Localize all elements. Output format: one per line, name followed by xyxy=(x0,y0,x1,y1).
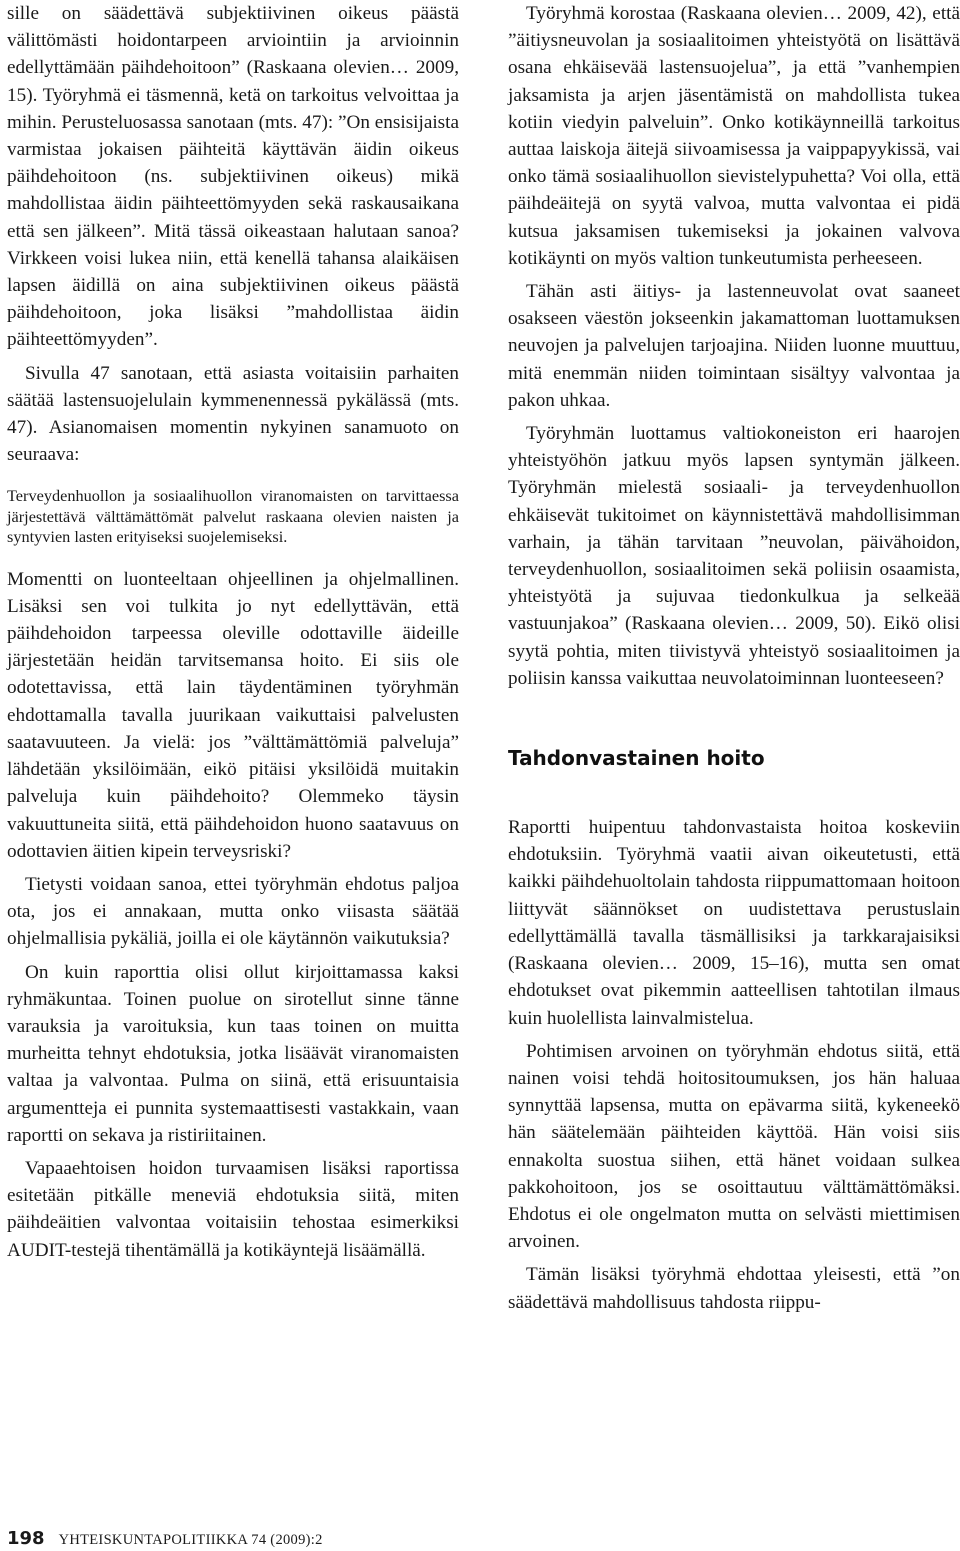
body-paragraph: Tietysti voidaan sanoa, ettei työryhmän ehdotus paljoa ota, jos ei annakaan, mutta onko viisasta säätää ohjelmallisia pykäliä, joilla ei ole käytännön vaikutuksia? xyxy=(7,873,459,950)
body-paragraph: Vapaaehtoisen hoidon turvaamisen lisäksi raportissa esitetään pitkälle meneviä ehdotuksia siitä, miten päihdeäitien valvontaa voitaisiin tehostaa esimerkiksi AUDIT-testejä tihentämällä ja kotikäyntejä lisäämällä. xyxy=(7,1157,459,1261)
body-paragraph: Tämän lisäksi työryhmä ehdottaa yleisesti, että ”on säädettävä mahdollisuus tahdosta riippu- xyxy=(508,1264,960,1313)
body-paragraph: Raportti huipentuu tahdonvastaista hoitoa koskeviin ehdotuksiin. Työryhmä vaatii aivan oikeutetusti, että kaikki päihdehuoltolain tahdosta riippumattomaan hoitoon liittyvät säännökset on uudistettava perustuslain edellyttämällä tavalla täsmällisiksi ja tarkkarajaisiksi (Raskaana olevien… 2009, 15–16), mutta sen omat ehdotukset ovat pikemmin aatteellisen tahtotilan ilmaus kuin huolellista lainvalmistelua. xyxy=(508,817,960,1029)
left-column xyxy=(7,0,459,1264)
body-paragraph: Sivulla 47 sanotaan, että asiasta voitaisiin parhaiten säätää lastensuojelulain kymmenennessä pykälässä (mts. 47). Asianomaisen momentin nykyinen sanamuoto on seuraava: xyxy=(7,362,459,466)
body-paragraph: Tähän asti äitiys- ja lastenneuvolat ovat saaneet osakseen väestön jokseenkin jakamattoman luottamuksen neuvojen ja palvelujen tarjoajina. Niiden luonne muuttuu, mitä enemmän niiden toimintaan sisältyy valvontaa ja pakon uhkaa. xyxy=(508,281,960,411)
block-quote: Terveydenhuollon ja sosiaalihuollon viranomaisten on tarvittaessa järjestettävä välttämättömät palvelut raskaana olevien naisten ja syntyvien lasten erityiseksi suojelemiseksi. xyxy=(7,486,459,547)
body-paragraph: Työryhmän luottamus valtiokoneiston eri haarojen yhteistyöhön jatkuu myös lapsen syntymän jälkeen. Työryhmän mielestä sosiaali- ja terveydenhuollon ehkäisevät tukitoimet on käynnistettävä mahdollisimman varhain, ja tähän tarvitaan ”neuvolan, päivähoidon, terveydenhuollon, sosiaalitoimen sekä poliisin osaamista, yhteistyötä ja sujuvaa tiedonkulkua ja selkeää vastuunjakoa” (Raskaana olevien… 2009, 50). Eikö olisi syytä pohtia, miten tiivistyvä yhteistyö sosiaalitoimen ja poliisin kanssa vaikuttaa neuvolatoiminnan luonteeseen? xyxy=(508,423,960,689)
page-number: 198 xyxy=(7,1528,45,1549)
body-paragraph: Pohtimisen arvoinen on työryhmän ehdotus siitä, että nainen voisi tehdä hoitositoumuksen, jos hän haluaa synnyttää lapsensa, mutta on epävarma siitä, kykeneekö hän säätelemään päihteiden käyttöä. Hän voisi siis ennakolta suostua siihen, että hänet voidaan sulkea pakkohoitoon, jos se osoittautuu välttämättömäksi. Ehdotus ei ole ongelmaton mutta on selvästi miettimisen arvoinen. xyxy=(508,1040,960,1253)
journal-name: YHTEISKUNTAPOLITIIKKA 74 (2009):2 xyxy=(58,1532,323,1548)
body-paragraph: Työryhmä korostaa (Raskaana olevien… 2009, 42), että ”äitiysneuvolan ja sosiaalitoimen yhteistyötä on lisättävä osana ehkäisevää lastensuojelua”, ja että ”vanhempien jaksamista ja arjen jäsentämistä on mahdollista tukea kotiin viedyin palveluin”. Onko kotikäynneillä tarkoitus auttaa laiskoja äitejä siivoamisessa ja vaippapyykissä, vai onko tämä sosiaalihuollon sievistelypuhetta? Voi olla, että päihdeäitejä on syytä valvoa, mutta valvontaa ei pidä kutsua jaksamisen tukemiseksi ja jokainen valvova kotikäynti on myös valtion tunkeutumista perheeseen. xyxy=(508,3,960,269)
body-paragraph: sille on säädettävä subjektiivinen oikeus päästä välittömästi hoidontarpeen arviointiin ja arvioinnin edellyttämään päihdehoitoon” (Raskaana olevien… 2009, 15). Työryhmä ei täsmennä, ketä on tarkoitus velvoittaa ja mihin. Perusteluosassa sanotaan (mts. 47): ”On ensisijaista varmistaa jokaisen päihteitä käyttävän äidin oikeus päihdehoitoon (ns. subjektiivinen oikeus) mikä mahdollistaa äidin päihteettömyyden sekä raskausaikana että sen jälkeen”. Mitä tässä oikeastaan halutaan sanoa? Virkkeen voisi lukea niin, että kenellä tahansa alaikäisen lapsen äidillä on aina subjektiivinen oikeus päästä päihdehoitoon, joka lisäksi ”mahdollistaa äidin päihteettömyyden”. xyxy=(7,3,459,351)
body-paragraph: On kuin raporttia olisi ollut kirjoittamassa kaksi ryhmäkuntaa. Toinen puolue on sirotellut sinne tänne varauksia ja varoituksia, kun taas toinen on muitta murheitta tehnyt ehdotuksia, jotka lisäävät viranomaisten valtaa ja valvontaa. Pulma on siinä, että erisuuntaisia argumentteja ei punnita systemaattisesti vastakkain, vaan raportti on sekava ja ristiriitainen. xyxy=(7,961,459,1146)
right-column xyxy=(508,0,960,1316)
section-heading: Tahdonvastainen hoito xyxy=(508,746,765,771)
page-footer xyxy=(7,1528,323,1550)
body-paragraph: Momentti on luonteeltaan ohjeellinen ja ohjelmallinen. Lisäksi sen voi tulkita jo nyt edellyttävän, että päihdehoidon tarpeessa oleville odottaville äideille järjestetään heidän tarvitsemansa hoito. Ei siis ole odotettavissa, että lain täydentäminen työryhmän ehdottamalla tavalla juurikaan vaikuttaisi palvelusten saatavuuteen. Ja vielä: jos ”välttämättömiä palveluja” lähdetään yksilöimään, eikö pitäisi yksilöidä muitakin palveluja kuin päihdehoito? Olemmeko täysin vakuuttuneita siitä, että päihdehoidon huono saatavuus on odottavien äitien kipein terveysriski? xyxy=(7,568,459,862)
